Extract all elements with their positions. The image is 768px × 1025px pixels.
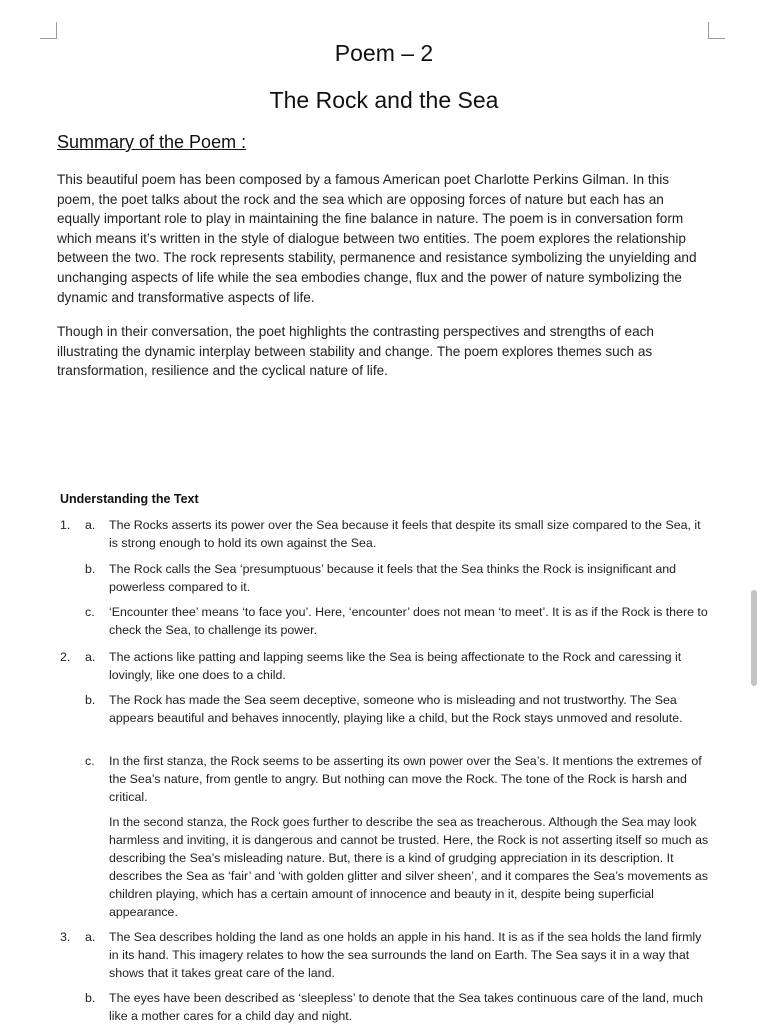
item-letter: c. xyxy=(85,605,95,619)
poem-title: The Rock and the Sea xyxy=(269,87,499,113)
item-letter: b. xyxy=(85,693,96,707)
item-text: The Sea describes holding the land as one holds an apple in his hand. It is as if the sea holds the land firmly in its hand. This imagery relates to how the sea surrounds the land on Earth. The Sea says it in a way that shows that it takes great care of the land. xyxy=(109,930,702,980)
item-text: The Rock calls the Sea ‘presumptuous’ because it feels that the Sea thinks the Rock is insignificant and powerless compared to it. xyxy=(109,562,677,594)
understanding-heading: Understanding the Text xyxy=(60,492,199,506)
summary-paragraph: This beautiful poem has been composed by a famous American poet Charlotte Perkins Gilman. In this poem, the poet talks about the rock and the sea which are opposing forces of nature but each has an equally important role to play in maintaining the fine balance in nature. The poem is in conversation form which means it’s written in the style of dialogue between two entities. The poem explores the relationship between the two. The rock represents stability, permanence and resistance symbolizing the unyielding and unchanging aspects of life while the sea embodies change, flux and the power of nature symbolizing the dynamic and transformative aspects of life. xyxy=(57,172,697,305)
item-letter: c. xyxy=(85,754,95,768)
summary-paragraph: Though in their conversation, the poet highlights the contrasting perspectives and strengths of each illustrating the dynamic interplay between stability and change. The poem explores themes such as transformation, resilience and the cyclical nature of life. xyxy=(57,324,654,379)
crop-mark-top-left xyxy=(40,22,57,39)
item-text: ‘Encounter thee’ means ‘to face you’. Here, ‘encounter’ does not mean ‘to meet’. It is as if the Rock is there to check the Sea, to challenge its power. xyxy=(109,605,708,637)
item-text: The eyes have been described as ‘sleepless’ to denote that the Sea takes continuous care of the land, much like a mother cares for a child day and night. xyxy=(109,991,703,1023)
item-letter: b. xyxy=(85,562,96,576)
item-number: 2. xyxy=(60,650,71,664)
item-number: 3. xyxy=(60,930,71,944)
item-text: The actions like patting and lapping seems like the Sea is being affectionate to the Rock and caressing it lovingly, like one does to a child. xyxy=(109,650,682,682)
item-letter: a. xyxy=(85,930,96,944)
item-letter: a. xyxy=(85,650,96,664)
item-text: The Rock has made the Sea seem deceptive, someone who is misleading and not trustworthy. The Sea appears beautiful and behaves innocently, playing like a child, but the Rock stays unmoved and resolute. xyxy=(109,693,683,725)
crop-mark-top-right xyxy=(708,22,725,39)
item-letter: b. xyxy=(85,991,96,1005)
poem-number: Poem – 2 xyxy=(334,40,434,66)
item-text: The Rocks asserts its power over the Sea because it feels that despite its small size compared to the Sea, it is strong enough to hold its own against the Sea. xyxy=(109,518,701,550)
summary-heading: Summary of the Poem : xyxy=(57,132,247,152)
scrollbar-thumb[interactable] xyxy=(751,590,757,686)
item-text: In the first stanza, the Rock seems to be asserting its own power over the Sea’s. It mentions the extremes of the Sea’s nature, from gentle to angry. But nothing can move the Rock. The tone of the Rock is harsh and critical. xyxy=(109,754,702,804)
item-number: 1. xyxy=(60,518,71,532)
item-letter: a. xyxy=(85,518,96,532)
item-continuation-text: In the second stanza, the Rock goes further to describe the sea as treacherous. Although the Sea may look harmless and inviting, it is dangerous and cannot be trusted. Here, the Rock is not asserting itself so much as describing the Sea’s misleading nature. But, there is a kind of grudging appreciation in its description. It describes the Sea as ‘fair’ and ‘with golden glitter and silver sheen’, and it compares the Sea’s movements as children playing, which has a certain amount of innocence and beauty in it, despite being superficial appearance. xyxy=(109,815,709,919)
